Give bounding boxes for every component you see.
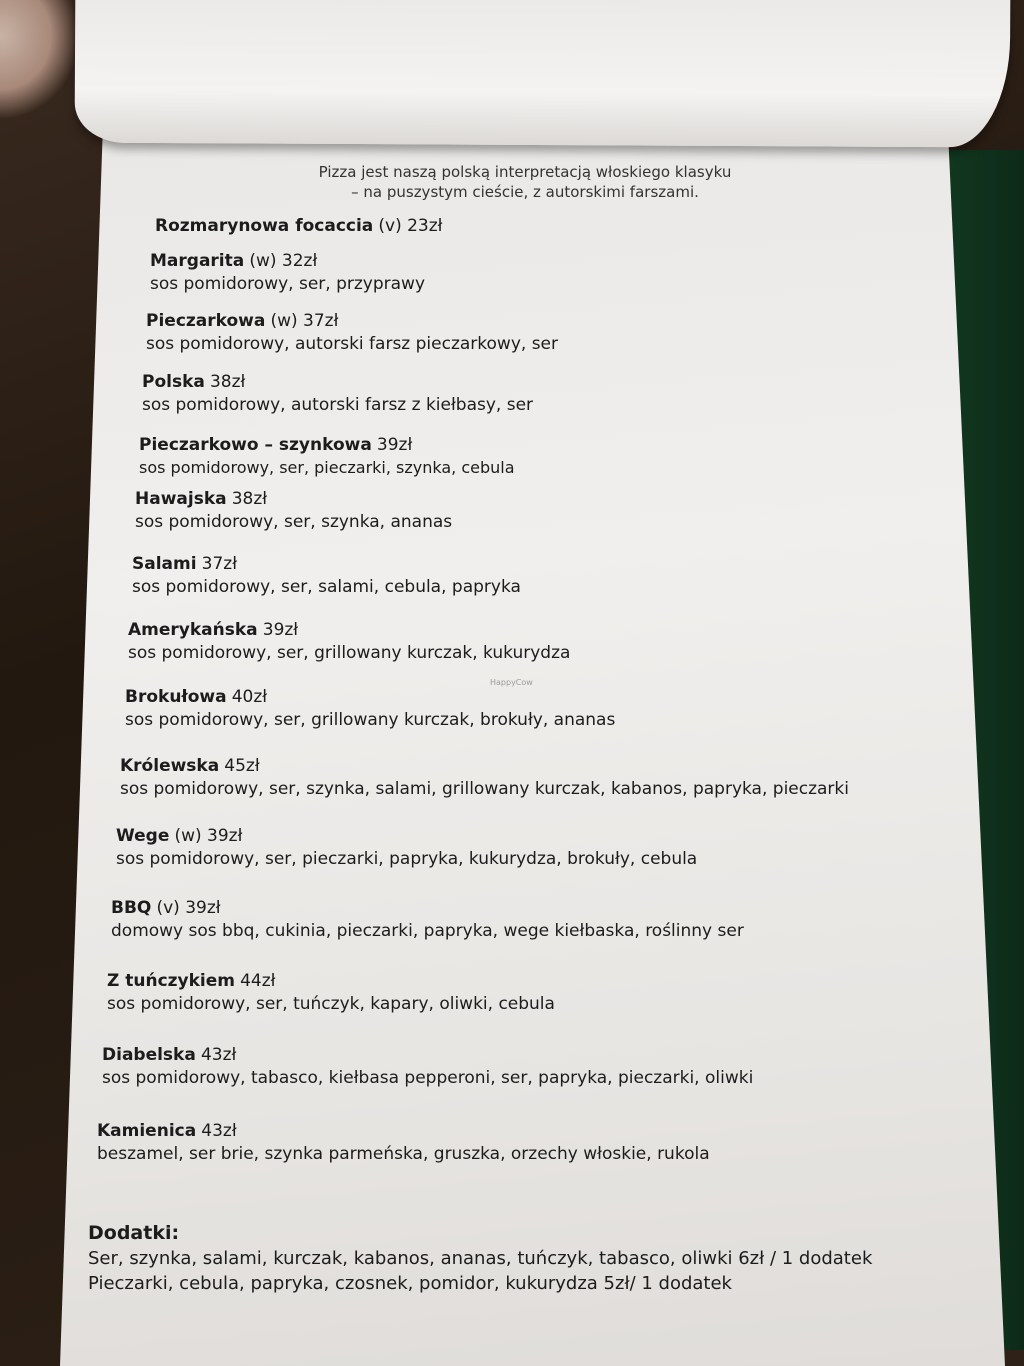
item-description: sos pomidorowy, autorski farsz pieczarkowy, ser [146, 334, 558, 354]
menu-item [116, 826, 697, 869]
item-name: Wege [116, 826, 170, 846]
item-description: sos pomidorowy, ser, tuńczyk, kapary, oliwki, cebula [107, 994, 555, 1014]
item-price: (v) 39zł [156, 898, 221, 918]
item-name: Diabelska [102, 1045, 196, 1065]
item-name: Pieczarkowo – szynkowa [139, 435, 372, 455]
menu-item [139, 435, 515, 477]
menu-item [120, 756, 849, 799]
item-name: Rozmarynowa focaccia [155, 216, 374, 236]
item-name: Amerykańska [128, 620, 258, 640]
item-price: 37zł [201, 554, 238, 574]
extras-line-2: Pieczarki, cebula, papryka, czosnek, pomidor, kukurydza 5zł/ 1 dodatek [88, 1273, 732, 1294]
item-description: beszamel, ser brie, szynka parmeńska, gruszka, orzechy włoskie, rukola [97, 1144, 710, 1164]
item-description: sos pomidorowy, ser, pieczarki, papryka, kukurydza, brokuły, cebula [116, 849, 698, 869]
intro-line-2: – na puszystym cieście, z autorskimi farszami. [351, 183, 699, 201]
item-name: Z tuńczykiem [107, 971, 236, 991]
menu-item [142, 372, 533, 415]
item-name: BBQ [111, 898, 152, 918]
item-name: Salami [132, 554, 197, 574]
item-name: Kamienica [97, 1121, 197, 1141]
menu-item [135, 489, 452, 532]
menu-item [150, 251, 425, 294]
item-description: domowy sos bbq, cukinia, pieczarki, papryka, wege kiełbaska, roślinny ser [111, 921, 744, 941]
item-price: 39zł [376, 435, 413, 455]
item-description: sos pomidorowy, tabasco, kiełbasa pepperoni, ser, papryka, pieczarki, oliwki [102, 1068, 754, 1088]
item-price: (v) 23zł [378, 216, 443, 236]
extras-line-1: Ser, szynka, salami, kurczak, kabanos, ananas, tuńczyk, tabasco, oliwki 6zł / 1 dodatek [88, 1248, 873, 1269]
extras-title: Dodatki: [88, 1222, 180, 1244]
intro-line-1: Pizza jest naszą polską interpretacją włoskiego klasyku [318, 163, 732, 181]
menu-item [128, 620, 570, 663]
menu-item [146, 311, 558, 354]
item-description: sos pomidorowy, ser, grillowany kurczak, kukurydza [128, 643, 571, 663]
item-price: 43zł [201, 1121, 237, 1141]
item-description: sos pomidorowy, ser, salami, cebula, papryka [132, 577, 521, 597]
menu-intro [290, 162, 760, 202]
item-description: sos pomidorowy, ser, grillowany kurczak, brokuły, ananas [125, 710, 616, 730]
item-price: 38zł [209, 372, 246, 392]
item-price: 45zł [224, 756, 260, 776]
menu-item [97, 1121, 710, 1164]
item-price: 44zł [240, 971, 276, 991]
item-description: sos pomidorowy, ser, szynka, ananas [135, 512, 453, 532]
item-name: Polska [142, 372, 205, 392]
item-name: Królewska [120, 756, 220, 776]
item-name: Margarita [150, 251, 245, 271]
menu-item [155, 216, 443, 236]
item-description: sos pomidorowy, ser, pieczarki, szynka, cebula [139, 458, 515, 477]
item-price: 38zł [231, 489, 268, 509]
menu-item [102, 1045, 753, 1088]
menu-item [107, 971, 555, 1014]
menu-item [132, 554, 521, 597]
item-description: sos pomidorowy, ser, szynka, salami, grillowany kurczak, kabanos, papryka, pieczarki [120, 779, 849, 799]
item-price: 43zł [200, 1045, 237, 1065]
item-price: 40zł [231, 687, 268, 707]
item-price: (w) 39zł [174, 826, 243, 846]
item-description: sos pomidorowy, autorski farsz z kiełbasy, ser [142, 395, 534, 415]
item-description: sos pomidorowy, ser, przyprawy [150, 274, 426, 294]
item-name: Brokułowa [125, 687, 227, 707]
menu-item [111, 898, 744, 941]
watermark-logo: HappyCow [490, 678, 533, 687]
item-price: 39zł [262, 620, 299, 640]
item-price: (w) 32zł [249, 251, 318, 271]
extras-section [88, 1222, 872, 1294]
item-price: (w) 37zł [270, 311, 339, 331]
item-name: Hawajska [135, 489, 227, 509]
item-name: Pieczarkowa [146, 311, 266, 331]
menu-item [125, 687, 615, 730]
